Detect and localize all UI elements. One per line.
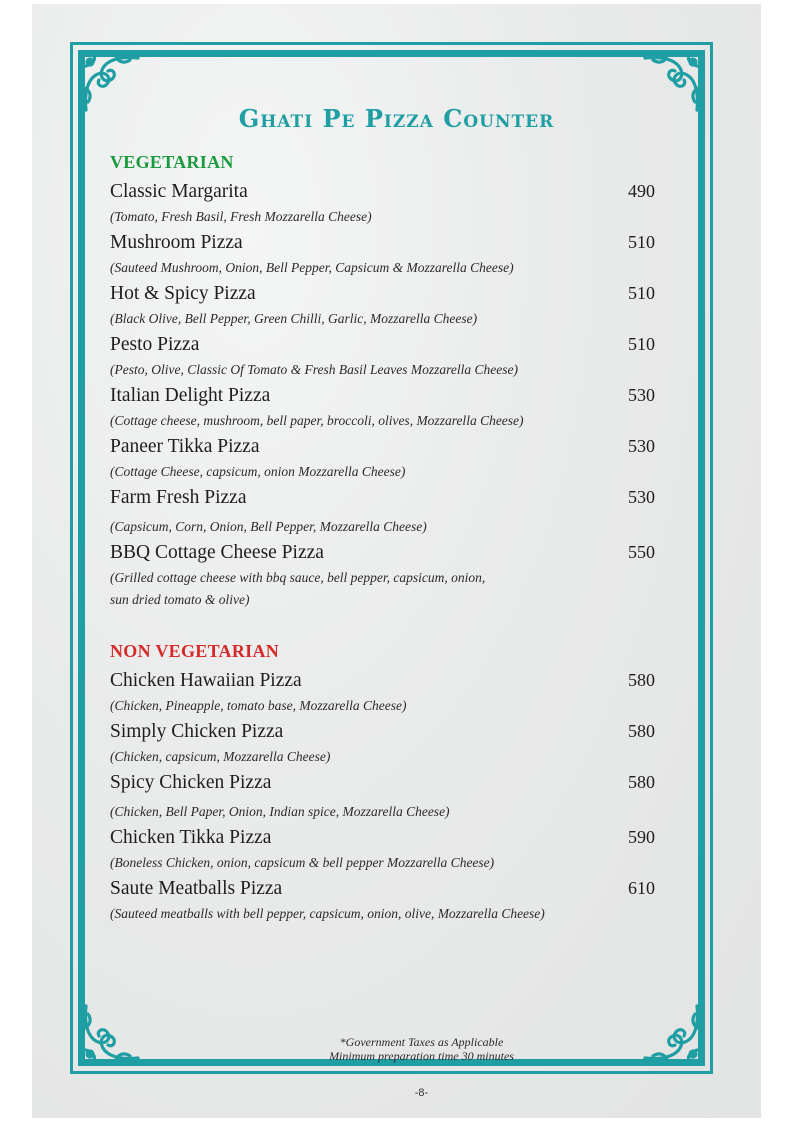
tax-note: *Government Taxes as Applicable <box>339 1035 504 1049</box>
menu-item <box>110 772 655 822</box>
item-description: (Tomato, Fresh Basil, Fresh Mozzarella Cheese) <box>110 209 372 224</box>
item-name: Simply Chicken Pizza <box>110 721 284 742</box>
page-number: -8- <box>414 1087 429 1099</box>
page-title: Ghati Pe Pizza Counter <box>238 104 555 133</box>
menu-item <box>110 232 655 278</box>
menu-item <box>110 721 655 767</box>
item-name: Mushroom Pizza <box>110 232 243 253</box>
item-name: Spicy Chicken Pizza <box>110 772 272 793</box>
menu-item <box>110 385 655 431</box>
footer-note <box>0 1035 793 1063</box>
item-name: Italian Delight Pizza <box>110 385 271 406</box>
menu-item <box>110 878 655 924</box>
item-price: 510 <box>628 232 655 252</box>
item-price: 530 <box>628 385 655 405</box>
item-name: Paneer Tikka Pizza <box>110 436 260 457</box>
preparation-time-note: Minimum preparation time 30 minutes <box>329 1049 514 1063</box>
item-price: 490 <box>628 181 655 201</box>
item-name: Hot & Spicy Pizza <box>110 283 256 304</box>
item-description: (Cottage Cheese, capsicum, onion Mozzarella Cheese) <box>110 464 406 479</box>
item-name: Chicken Hawaiian Pizza <box>110 670 302 691</box>
section-heading-vegetarian: VEGETARIAN <box>110 152 234 172</box>
section-heading-non-vegetarian: NON VEGETARIAN <box>110 641 280 661</box>
item-price: 610 <box>628 878 655 898</box>
item-description: (Chicken, Pineapple, tomato base, Mozzarella Cheese) <box>110 698 407 713</box>
item-price: 580 <box>628 670 655 690</box>
item-description: (Chicken, capsicum, Mozzarella Cheese) <box>110 749 331 764</box>
item-description: (Boneless Chicken, onion, capsicum & bell pepper Mozzarella Cheese) <box>110 855 495 870</box>
item-name: Pesto Pizza <box>110 334 200 355</box>
menu-item <box>110 436 655 482</box>
item-price: 590 <box>628 827 655 847</box>
item-description: (Grilled cottage cheese with bbq sauce, bell pepper, capsicum, onion, <box>110 570 486 585</box>
menu-item <box>110 283 655 329</box>
menu-item <box>110 487 655 537</box>
menu-item <box>110 827 655 873</box>
item-description: (Pesto, Olive, Classic Of Tomato & Fresh Basil Leaves Mozzarella Cheese) <box>110 362 518 377</box>
item-price: 530 <box>628 436 655 456</box>
item-description: (Chicken, Bell Paper, Onion, Indian spice, Mozzarella Cheese) <box>110 804 450 819</box>
menu-item <box>110 334 655 380</box>
menu-item <box>110 542 655 610</box>
item-price: 550 <box>628 542 655 562</box>
item-price: 580 <box>628 721 655 741</box>
item-description: (Capsicum, Corn, Onion, Bell Pepper, Mozzarella Cheese) <box>110 519 427 534</box>
item-name: Classic Margarita <box>110 181 248 202</box>
item-name: Saute Meatballs Pizza <box>110 878 283 899</box>
menu-item <box>110 670 655 716</box>
item-description: (Black Olive, Bell Pepper, Green Chilli, Garlic, Mozzarella Cheese) <box>110 311 478 326</box>
item-name: Chicken Tikka Pizza <box>110 827 272 848</box>
item-description: (Cottage cheese, mushroom, bell paper, broccoli, olives, Mozzarella Cheese) <box>110 413 524 428</box>
menu-item <box>110 181 655 227</box>
item-description: (Sauteed meatballs with bell pepper, capsicum, onion, olive, Mozzarella Cheese) <box>110 906 545 921</box>
item-price: 580 <box>628 772 655 792</box>
item-description: (Sauteed Mushroom, Onion, Bell Pepper, Capsicum & Mozzarella Cheese) <box>110 260 514 275</box>
item-name: Farm Fresh Pizza <box>110 487 247 508</box>
item-description: sun dried tomato & olive) <box>110 592 250 607</box>
item-price: 510 <box>628 283 655 303</box>
item-price: 530 <box>628 487 655 507</box>
item-name: BBQ Cottage Cheese Pizza <box>110 542 324 563</box>
item-price: 510 <box>628 334 655 354</box>
